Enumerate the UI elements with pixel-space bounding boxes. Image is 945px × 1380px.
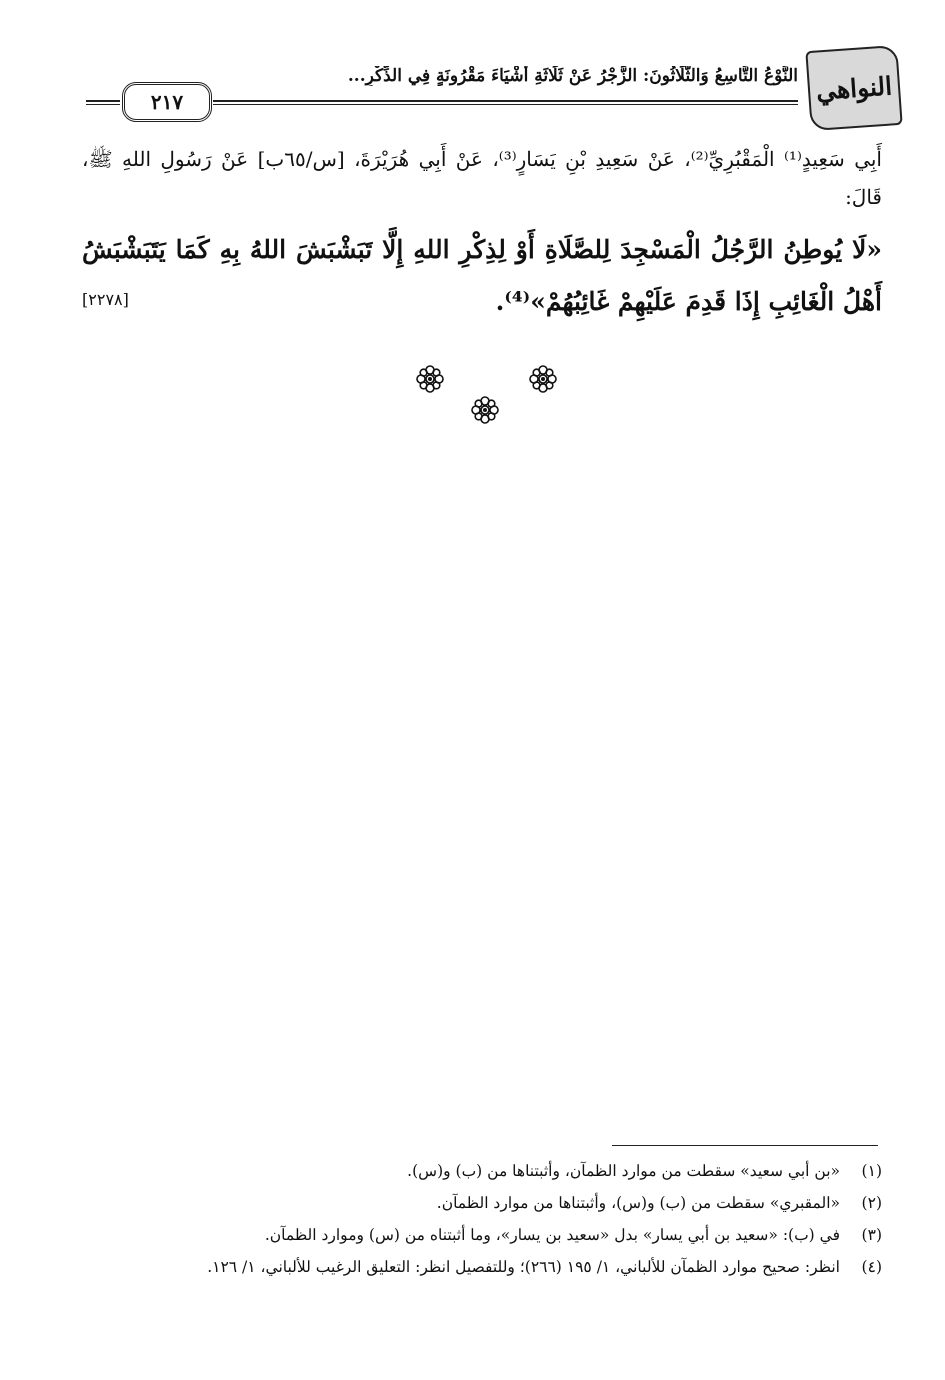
hadith-number: [٢٢٧٨]: [82, 290, 129, 309]
flower-ornament-icon: [415, 364, 445, 394]
footnote-text: «بن أبي سعيد» سقطت من موارد الظمآن، وأثبتناها من (ب) و(س).: [407, 1162, 840, 1180]
flower-ornament-icon: [528, 364, 558, 394]
footnote-number: (١): [861, 1162, 882, 1180]
footnote-text: في (ب): «سعيد بن أبي يسار» بدل «سعيد بن يسار»، وما أثبتناه من (س) وموارد الظمآن.: [264, 1226, 840, 1244]
footnote-number: (٢): [861, 1194, 882, 1212]
footnote-number: (٤): [861, 1258, 882, 1276]
page-number: ٢١٧: [150, 90, 184, 114]
footnotes: [82, 1155, 882, 1283]
footnote-item: [82, 1187, 882, 1219]
page-header: [78, 40, 908, 130]
footnote-separator: [612, 1145, 878, 1146]
footnote-item: [82, 1219, 882, 1251]
footnote-item: [82, 1251, 882, 1283]
hadith-text: «لَا يُوطِنُ الرَّجُلُ الْمَسْجِدَ لِلصَّلَاةِ أَوْ لِذِكْرِ اللهِ إِلَّا تَبَشْبَشَ اللهُ بِهِ كَمَا يَتَبَشْبَشُ أَهْلُ الْغَائِبِ إِذَا قَدِمَ عَلَيْهِمْ غَائِبُهُمْ»⁽⁴⁾.: [82, 235, 882, 316]
corner-label-text: النواهي: [815, 70, 893, 106]
flower-ornament-icon: [470, 395, 500, 425]
page-number-box: [122, 82, 212, 122]
footnote-text: انظر: صحيح موارد الظمآن للألباني، ١/ ١٩٥ (٢٦٦)؛ وللتفصيل انظر: التعليق الرغيب للألباني، ١/ ١٢٦.: [207, 1258, 840, 1276]
running-title: النَّوْعُ التَّاسِعُ وَالثَّلَاثُونَ: الزَّجْرُ عَنْ ثَلَاثَةِ أَشْيَاءَ مَقْرُونَةٍ فِي الذِّكْرِ...: [347, 66, 798, 86]
isnad-chain-text: أَبِي سَعِيدٍ⁽¹⁾ الْمَقْبُرِيِّ⁽²⁾، عَنْ سَعِيدِ بْنِ يَسَارٍ⁽³⁾، عَنْ أَبِي هُرَيْرَةَ، [س/٦٥ب] عَنْ رَسُولِ اللهِ ﷺ، قَالَ:: [82, 147, 882, 209]
footnote-number: (٣): [861, 1226, 882, 1244]
chapter-corner-label: [805, 45, 902, 131]
footnote-item: [82, 1155, 882, 1187]
header-rule-left: [86, 100, 120, 102]
header-rule: [213, 100, 798, 102]
header-rule-left-thin: [86, 104, 120, 105]
header-rule-thin: [213, 104, 798, 105]
footnote-text: «المقبري» سقطت من (ب) و(س)، وأثبتناها من موارد الظمآن.: [436, 1194, 840, 1212]
